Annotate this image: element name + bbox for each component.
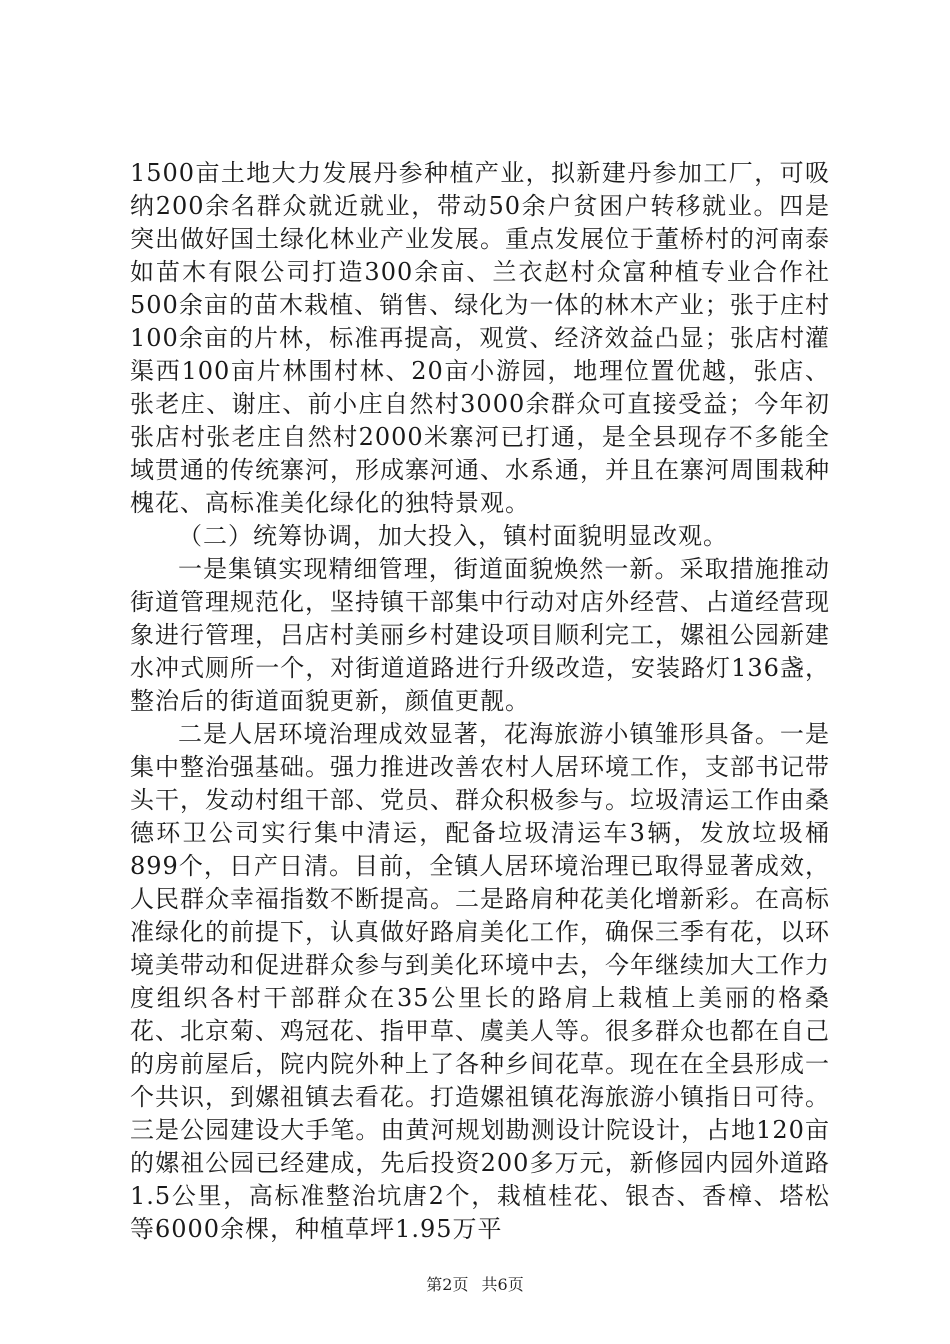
page-total: 共6页 bbox=[481, 1275, 524, 1294]
page-number: 第2页 bbox=[426, 1275, 469, 1294]
paragraph-town-management: 一是集镇实现精细管理，街道面貌焕然一新。采取措施推动街道管理规范化，坚持镇干部集中行动对店外经营、占道经营现象进行管理，吕店村美丽乡村建设项目顺利完工，嫘祖公园新建水冲式厕所一个，对街道道路进行升级改造，安装路灯136盏，整治后的街道面貌更新，颜值更靓。 bbox=[130, 555, 830, 715]
page-footer bbox=[0, 1272, 950, 1295]
document-body bbox=[130, 157, 830, 1246]
paragraph-dan-shen-forestry: 1500亩土地大力发展丹参种植产业，拟新建丹参加工厂，可吸纳200余名群众就近就业，带动50余户贫困户转移就业。四是突出做好国土绿化林业产业发展。重点发展位于董桥村的河南泰如苗木有限公司打造300余亩、兰衣赵村众富种植专业合作社500余亩的苗木栽植、销售、绿化为一体的林木产业；张于庄村100余亩的片林，标准再提高，观赏、经济效益凸显；张店村灌渠西100亩片林围村林、20亩小游园，地理位置优越，张店、张老庄、谢庄、前小庄自然村3000余群众可直接受益；今年初张店村张老庄自然村2000米寨河已打通，是全县现存不多能全域贯通的传统寨河，形成寨河通、水系通，并且在寨河周围栽种槐花、高标准美化绿化的独特景观。 bbox=[130, 159, 830, 517]
paragraph-living-environment: 二是人居环境治理成效显著，花海旅游小镇雏形具备。一是集中整治强基础。强力推进改善农村人居环境工作，支部书记带头干，发动村组干部、党员、群众积极参与。垃圾清运工作由桑德环卫公司实行集中清运，配备垃圾清运车3辆，发放垃圾桶899个，日产日清。目前，全镇人居环境治理已取得显著成效，人民群众幸福指数不断提高。二是路肩种花美化增新彩。在高标准绿化的前提下，认真做好路肩美化工作，确保三季有花，以环境美带动和促进群众参与到美化环境中去，今年继续加大工作力度组织各村干部群众在35公里长的路肩上栽植上美丽的格桑花、北京菊、鸡冠花、指甲草、虞美人等。很多群众也都在自己的房前屋后，院内院外种上了各种乡间花草。现在在全县形成一个共识，到嫘祖镇去看花。打造嫘祖镇花海旅游小镇指日可待。三是公园建设大手笔。由黄河规划勘测设计院设计，占地120亩的嫘祖公园已经建成，先后投资200多万元，新修园内园外道路1.5公里，高标准整治坑唐2个，栽植桂花、银杏、香樟、塔松等6000余棵，种植草坪1.95万平 bbox=[130, 720, 830, 1243]
section-heading-2: （二）统筹协调，加大投入，镇村面貌明显改观。 bbox=[178, 522, 728, 550]
